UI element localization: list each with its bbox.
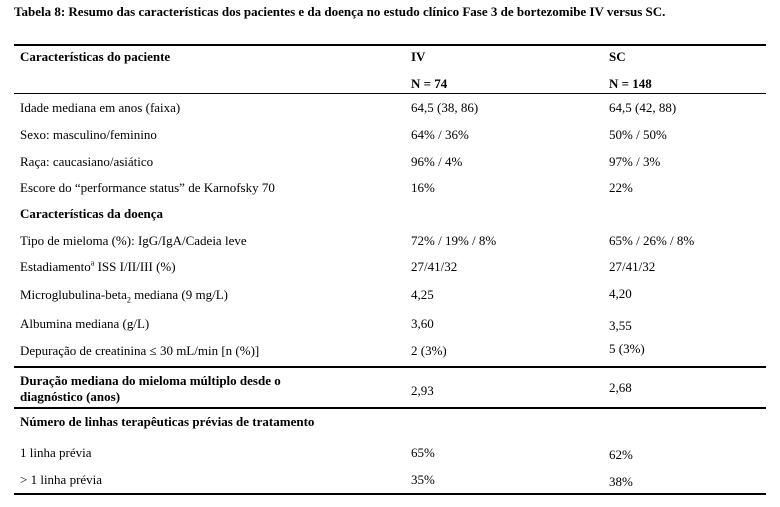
row-sc-value: 3,55 [609,318,632,333]
row-label: Albumina mediana (g/L) [20,316,150,331]
row-label: Tipo de mieloma (%): IgG/IgA/Cadeia leve [20,233,247,248]
header-col-iv: IV [411,49,426,64]
top-rule [14,44,766,46]
row-label [20,259,176,275]
header-n-iv: N = 74 [411,76,448,91]
row-iv-value: 65% [411,445,435,460]
row-iv-value: 2 (3%) [411,343,447,358]
row-sc-value: 50% / 50% [609,127,667,142]
label-text: mediana (9 mg/L) [130,287,228,302]
row-label: Escore do “performance status” de Karnofsky 70 [20,180,275,195]
row-iv-value: 72% / 19% / 8% [411,233,497,248]
row-sc-value: 38% [609,474,633,489]
row-sc-value: 5 (3%) [609,341,645,356]
row-sc-value: 22% [609,180,633,195]
bottom-rule [14,493,766,495]
header-col-sc: SC [609,49,626,64]
header-n-sc: N = 148 [609,76,652,91]
row-iv-value: 3,60 [411,316,434,331]
header-rule [14,93,766,94]
row-sc-value: 27/41/32 [609,259,656,274]
row-label [20,287,228,303]
label-text: Microglubulina-beta [20,287,127,302]
row-iv-value: 64% / 36% [411,127,469,142]
row-label: 1 linha prévia [20,445,92,460]
row-iv-value: 2,93 [411,383,434,398]
table-title: Tabela 8: Resumo das características dos pacientes e da doença no estudo clínico Fase 3 de bortezomibe IV versus SC. [14,4,666,19]
label-text: ISS I/II/III (%) [94,259,176,274]
row-iv-value: 96% / 4% [411,154,463,169]
row-sc-value: 4,20 [609,286,632,301]
row-sc-value: 65% / 26% / 8% [609,233,695,248]
row-sc-value: 64,5 (42, 88) [609,100,677,115]
row-label: Depuração de creatinina ≤ 30 mL/min [n (%)] [20,343,260,358]
row-label-line2: diagnóstico (anos) [20,389,121,404]
section-rule [14,366,766,368]
header-col-patient: Características do paciente [20,49,171,64]
row-sc-value: 2,68 [609,380,632,395]
label-text: Estadiamento [20,259,91,274]
footnote-marker: a [90,258,95,268]
row-iv-value: 64,5 (38, 86) [411,100,479,115]
row-label-line1: Duração mediana do mieloma múltiplo desde o [20,373,281,388]
row-iv-value: 35% [411,472,435,487]
row-iv-value: 27/41/32 [411,259,458,274]
row-iv-value: 16% [411,180,435,195]
row-sc-value: 97% / 3% [609,154,661,169]
section-rule [14,407,766,409]
row-label: Raça: caucasiano/asiático [20,154,154,169]
section-heading-prior-lines: Número de linhas terapêuticas prévias de tratamento [20,414,315,429]
section-heading-disease: Características da doença [20,206,163,221]
row-label: Sexo: masculino/feminino [20,127,157,142]
row-sc-value: 62% [609,447,633,462]
row-iv-value: 4,25 [411,287,434,302]
subscript: 2 [126,295,131,305]
row-label: Idade mediana em anos (faixa) [20,100,181,115]
row-label: > 1 linha prévia [20,472,103,487]
